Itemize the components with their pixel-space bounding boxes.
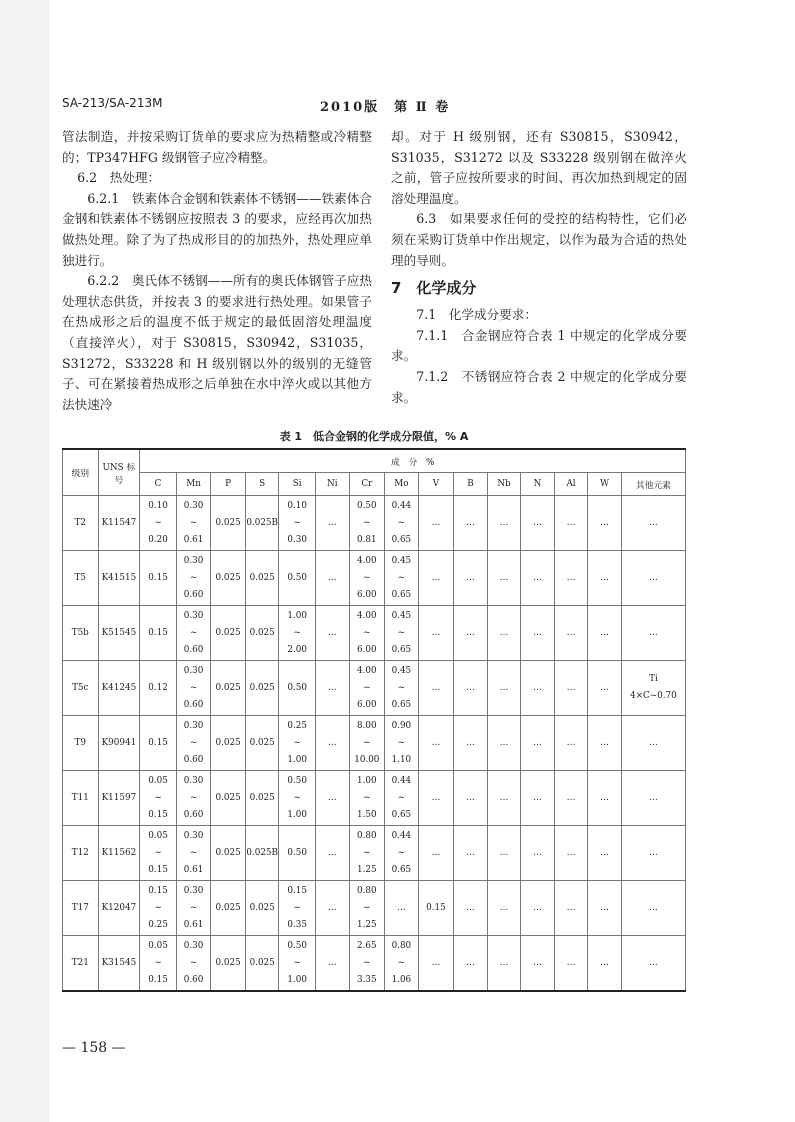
composition-cell: 0.30 ~ 0.60 [176, 551, 211, 606]
composition-cell: … [454, 771, 488, 826]
composition-cell: … [454, 716, 488, 771]
grade-cell: T9 [63, 716, 99, 771]
element-header: B [454, 473, 488, 496]
grade-cell: T5b [63, 606, 99, 661]
composition-cell: 0.30 ~ 0.60 [176, 936, 211, 992]
composition-cell: 0.44 ~ 0.65 [385, 826, 419, 881]
chemical-composition-table [62, 448, 686, 992]
composition-cell: 0.45 ~ 0.65 [385, 661, 419, 716]
paragraph: 却。对于 H 级别钢，还有 S30815，S30942，S31035，S31272 以及 S33228 级别钢在做淬火之前，管子应按所要求的时间、再次加热到规定的固溶处理温度。 [391, 129, 687, 206]
composition-cell: … [418, 551, 454, 606]
paragraph: 6.3 如果要求任何的受控的结构特性，它们必须在采购订货单中作出规定，以作为最为合适的热处理的导则。 [391, 211, 687, 268]
composition-cell: … [554, 881, 588, 936]
composition-cell: … [418, 496, 454, 551]
composition-cell: 0.025B [245, 826, 279, 881]
composition-cell: … [621, 606, 685, 661]
composition-cell: 0.50 [279, 661, 316, 716]
composition-cell: … [487, 716, 521, 771]
composition-cell: … [454, 496, 488, 551]
composition-cell: … [621, 936, 685, 992]
composition-cell: … [621, 771, 685, 826]
composition-cell: … [521, 716, 555, 771]
composition-cell: … [554, 551, 588, 606]
composition-cell: 0.50 ~ 0.81 [349, 496, 385, 551]
composition-cell: … [487, 881, 521, 936]
composition-cell: … [554, 771, 588, 826]
uns-cell: K11562 [98, 826, 140, 881]
composition-cell: … [588, 826, 622, 881]
composition-cell: … [621, 496, 685, 551]
composition-cell: … [588, 936, 622, 992]
composition-cell: 0.025 [211, 551, 246, 606]
element-header: N [521, 473, 555, 496]
composition-cell: 0.15 ~ 0.25 [140, 881, 177, 936]
composition-cell: 0.15 [418, 881, 454, 936]
paragraph: 7.1.2 不锈钢应符合表 2 中规定的化学成分要求。 [391, 368, 687, 405]
composition-cell: … [554, 496, 588, 551]
composition-cell: 0.025 [211, 716, 246, 771]
element-header: Nb [487, 473, 521, 496]
composition-cell: 0.15 [140, 716, 177, 771]
section-7-title: 7 化学成分 [391, 279, 477, 298]
composition-cell: 0.025 [211, 826, 246, 881]
composition-cell: 0.80 ~ 1.25 [349, 826, 385, 881]
composition-cell: 0.025 [211, 661, 246, 716]
composition-cell: … [487, 496, 521, 551]
element-header: 其他元素 [621, 473, 685, 496]
composition-cell: 0.15 [140, 551, 177, 606]
standard-number: SA-213/SA-213M [62, 96, 163, 110]
composition-cell: 0.025 [245, 936, 279, 992]
composition-cell: … [554, 826, 588, 881]
composition-cell: 2.65 ~ 3.35 [349, 936, 385, 992]
composition-cell: … [588, 606, 622, 661]
uns-cell: K11597 [98, 771, 140, 826]
composition-cell: 0.025 [245, 881, 279, 936]
composition-cell: … [621, 826, 685, 881]
element-header: Si [279, 473, 316, 496]
composition-cell: 4.00 ~ 6.00 [349, 661, 385, 716]
composition-cell: 0.30 ~ 0.61 [176, 826, 211, 881]
element-header: V [418, 473, 454, 496]
composition-cell: … [316, 881, 350, 936]
composition-cell: 0.80 ~ 1.06 [385, 936, 419, 992]
composition-cell: 1.00 ~ 1.50 [349, 771, 385, 826]
composition-cell: … [621, 551, 685, 606]
composition-cell: Ti 4×C~0.70 [621, 661, 685, 716]
table-row [63, 771, 686, 826]
uns-cell: K90941 [98, 716, 140, 771]
composition-cell: … [487, 551, 521, 606]
composition-cell: 0.05 ~ 0.15 [140, 936, 177, 992]
scan-edge [0, 0, 50, 1122]
composition-cell: … [316, 606, 350, 661]
composition-cell: … [588, 496, 622, 551]
composition-cell: 0.25 ~ 1.00 [279, 716, 316, 771]
element-header: Al [554, 473, 588, 496]
edition-title: 2010版 第 Ⅱ 卷 [320, 100, 451, 115]
composition-cell: 0.05 ~ 0.15 [140, 826, 177, 881]
composition-cell: … [521, 496, 555, 551]
paragraph: 7.1 化学成分要求： [416, 307, 537, 323]
composition-cell: 0.10 ~ 0.20 [140, 496, 177, 551]
composition-cell: … [454, 661, 488, 716]
composition-cell: 0.30 ~ 0.61 [176, 496, 211, 551]
composition-cell: 0.05 ~ 0.15 [140, 771, 177, 826]
table-row [63, 551, 686, 606]
composition-cell: … [316, 661, 350, 716]
table-row [63, 936, 686, 992]
uns-cell: K12047 [98, 881, 140, 936]
uns-cell: K31545 [98, 936, 140, 992]
composition-cell: … [418, 936, 454, 992]
composition-cell: … [588, 881, 622, 936]
composition-cell: 4.00 ~ 6.00 [349, 606, 385, 661]
composition-cell: 0.30 ~ 0.61 [176, 881, 211, 936]
composition-cell: … [554, 936, 588, 992]
uns-cell: K51545 [98, 606, 140, 661]
element-header: W [588, 473, 622, 496]
composition-cell: 0.30 ~ 0.60 [176, 716, 211, 771]
composition-cell: 0.025 [245, 551, 279, 606]
page-header [62, 96, 686, 116]
header-composition: 成 分 % [140, 449, 686, 473]
composition-cell: 0.025 [245, 716, 279, 771]
composition-cell: … [588, 661, 622, 716]
page-number: — 158 — [62, 1040, 126, 1056]
composition-cell: … [588, 551, 622, 606]
paragraph: 6.2.2 奥氏体不锈钢——所有的奥氏体钢管子应热处理状态供货，并按表 3 的要求进行热处理。如果管子在热成形之后的温度不低于规定的最低固溶处理温度（直接淬火），对于 S30815，S30942，S31035，S31272，S33228 和 H 级别钢以外的级别的无缝管子、可在紧接着热成形之后单独在水中淬火或以其他方法快速冷 [62, 273, 372, 412]
composition-cell: … [588, 716, 622, 771]
grade-cell: T2 [63, 496, 99, 551]
composition-cell: … [521, 881, 555, 936]
header-uns: UNS 标号 [98, 449, 140, 496]
composition-cell: … [621, 716, 685, 771]
composition-cell: 0.025 [211, 496, 246, 551]
composition-cell: … [521, 771, 555, 826]
composition-cell: … [521, 551, 555, 606]
composition-cell: … [487, 936, 521, 992]
uns-cell: K41245 [98, 661, 140, 716]
grade-cell: T12 [63, 826, 99, 881]
composition-cell: … [316, 716, 350, 771]
composition-cell: … [316, 936, 350, 992]
composition-cell: … [521, 661, 555, 716]
uns-cell: K41515 [98, 551, 140, 606]
composition-cell: … [554, 606, 588, 661]
composition-cell: … [588, 771, 622, 826]
composition-cell: 0.30 ~ 0.60 [176, 661, 211, 716]
composition-cell: … [418, 716, 454, 771]
table-row [63, 606, 686, 661]
grade-cell: T17 [63, 881, 99, 936]
composition-cell: 0.025 [245, 661, 279, 716]
element-header: Mo [385, 473, 419, 496]
composition-cell: … [454, 826, 488, 881]
header-grade: 级别 [63, 449, 99, 496]
composition-cell: … [487, 661, 521, 716]
composition-cell: … [418, 606, 454, 661]
composition-cell: 0.025 [245, 606, 279, 661]
composition-cell: 8.00 ~ 10.00 [349, 716, 385, 771]
composition-cell: … [521, 826, 555, 881]
element-header: C [140, 473, 177, 496]
grade-cell: T21 [63, 936, 99, 992]
composition-cell: … [418, 661, 454, 716]
element-header: P [211, 473, 246, 496]
composition-cell: 0.30 ~ 0.60 [176, 771, 211, 826]
right-column [391, 127, 687, 408]
composition-cell: 0.025 [211, 606, 246, 661]
composition-cell: … [454, 881, 488, 936]
composition-cell: … [316, 551, 350, 606]
uns-cell: K11547 [98, 496, 140, 551]
composition-cell: 4.00 ~ 6.00 [349, 551, 385, 606]
composition-cell: … [418, 771, 454, 826]
composition-cell: 0.80 ~ 1.25 [349, 881, 385, 936]
table-row [63, 826, 686, 881]
composition-cell: 0.15 ~ 0.35 [279, 881, 316, 936]
paragraph: 7.1.1 合金钢应符合表 1 中规定的化学成分要求。 [391, 327, 687, 364]
composition-cell: 0.025B [245, 496, 279, 551]
paragraph: 管法制造，并按采购订货单的要求应为热精整或冷精整的；TP347HFG 级钢管子应冷精整。 [62, 129, 372, 165]
table-row [63, 661, 686, 716]
composition-cell: … [316, 496, 350, 551]
composition-cell: 0.44 ~ 0.65 [385, 771, 419, 826]
table-row [63, 881, 686, 936]
composition-cell: … [454, 936, 488, 992]
paragraph: 6.2 热处理： [77, 170, 161, 186]
composition-cell: … [487, 771, 521, 826]
composition-cell: 0.025 [211, 936, 246, 992]
table-row [63, 716, 686, 771]
composition-cell: 0.10 ~ 0.30 [279, 496, 316, 551]
element-header: S [245, 473, 279, 496]
table-row [63, 496, 686, 551]
element-header: Ni [316, 473, 350, 496]
element-header: Mn [176, 473, 211, 496]
composition-cell: 1.00 ~ 2.00 [279, 606, 316, 661]
element-header: Cr [349, 473, 385, 496]
composition-cell: … [521, 606, 555, 661]
grade-cell: T5c [63, 661, 99, 716]
composition-cell: … [554, 716, 588, 771]
composition-cell: 0.50 ~ 1.00 [279, 771, 316, 826]
composition-cell: … [316, 771, 350, 826]
composition-cell: … [454, 551, 488, 606]
composition-cell: 0.45 ~ 0.65 [385, 606, 419, 661]
table-caption: 表 1 低合金钢的化学成分限值，% A [279, 430, 469, 443]
composition-cell: 0.025 [211, 771, 246, 826]
composition-cell: 0.44 ~ 0.65 [385, 496, 419, 551]
left-column [62, 127, 372, 415]
composition-cell: … [316, 826, 350, 881]
composition-cell: … [554, 661, 588, 716]
composition-cell: 0.025 [211, 881, 246, 936]
composition-cell: … [621, 881, 685, 936]
composition-cell: 0.15 [140, 606, 177, 661]
paragraph: 6.2.1 铁素体合金钢和铁素体不锈钢——铁素体合金钢和铁素体不锈钢应按照表 3 的要求，应经再次加热做热处理。除了为了热成形目的的加热外，热处理应单独进行。 [62, 190, 372, 268]
grade-cell: T11 [63, 771, 99, 826]
composition-cell: … [487, 826, 521, 881]
composition-cell: 0.50 [279, 551, 316, 606]
composition-cell: 0.025 [245, 771, 279, 826]
composition-cell: 0.12 [140, 661, 177, 716]
composition-cell: … [487, 606, 521, 661]
composition-cell: … [521, 936, 555, 992]
grade-cell: T5 [63, 551, 99, 606]
composition-cell: 0.50 [279, 826, 316, 881]
composition-cell: 0.30 ~ 0.60 [176, 606, 211, 661]
composition-cell: … [454, 606, 488, 661]
composition-cell: 0.90 ~ 1.10 [385, 716, 419, 771]
composition-cell: … [418, 826, 454, 881]
composition-cell: … [385, 881, 419, 936]
composition-cell: 0.45 ~ 0.65 [385, 551, 419, 606]
composition-cell: 0.50 ~ 1.00 [279, 936, 316, 992]
